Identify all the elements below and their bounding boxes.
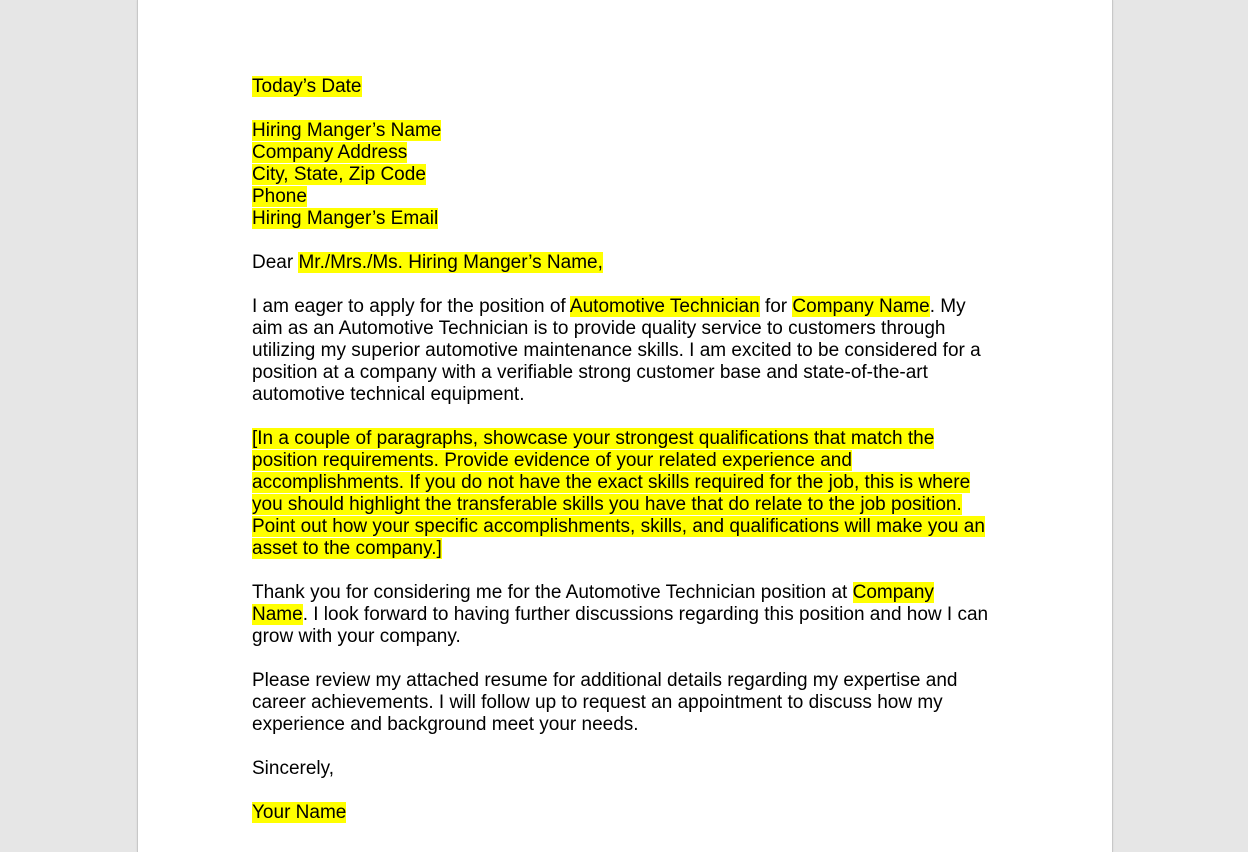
hiring-manager-name-placeholder: Hiring Manger’s Name [252, 120, 442, 141]
your-name-placeholder: Your Name [252, 802, 347, 823]
qualifications-line: you should highlight the transferable skills you have that do relate to the job position. [252, 494, 962, 515]
city-state-zip-placeholder: City, State, Zip Code [252, 164, 426, 185]
thanks-text: . I look forward to having further discussions regarding this position and how I can [302, 604, 989, 625]
intro-paragraph [252, 296, 1002, 406]
position-placeholder: Automotive Technician [569, 296, 760, 317]
qualifications-line: [In a couple of paragraphs, showcase your strongest qualifications that match the [252, 428, 935, 449]
closing [252, 758, 1002, 780]
intro-text: . My [929, 296, 966, 317]
thanks-text: Thank you for considering me for the Automotive Technician position at [252, 582, 853, 603]
company-name-placeholder: Company Name [792, 296, 930, 317]
thanks-line: grow with your company. [252, 626, 461, 647]
thanks-paragraph [252, 582, 1002, 648]
date-paragraph [252, 76, 1002, 98]
salutation-name-placeholder: Mr./Mrs./Ms. Hiring Manger’s Name, [298, 252, 603, 273]
date-placeholder: Today’s Date [252, 76, 362, 97]
closing-text: Sincerely, [252, 758, 335, 779]
qualifications-line: Point out how your specific accomplishments, skills, and qualifications will make you an [252, 516, 985, 537]
review-line: career achievements. I will follow up to request an appointment to discuss how my [252, 692, 943, 713]
hiring-manager-email-placeholder: Hiring Manger’s Email [252, 208, 439, 229]
document-page [137, 0, 1113, 852]
qualifications-paragraph [252, 428, 1002, 560]
recipient-block [252, 120, 1002, 230]
intro-line: automotive technical equipment. [252, 384, 525, 405]
review-line: experience and background meet your needs. [252, 714, 639, 735]
review-paragraph [252, 670, 1002, 736]
intro-text: I am eager to apply for the position of [252, 296, 570, 317]
letter-body[interactable] [252, 76, 1002, 846]
qualifications-line: asset to the company.] [252, 538, 442, 559]
salutation [252, 252, 1002, 274]
intro-text: for [759, 296, 793, 317]
intro-line: position at a company with a verifiable strong customer base and state-of-the-art [252, 362, 928, 383]
salutation-prefix: Dear [252, 252, 299, 273]
company-address-placeholder: Company Address [252, 142, 408, 163]
intro-line: aim as an Automotive Technician is to provide quality service to customers through [252, 318, 946, 339]
signature [252, 802, 1002, 824]
company-name-placeholder: Name [252, 604, 303, 625]
phone-placeholder: Phone [252, 186, 307, 207]
review-line: Please review my attached resume for additional details regarding my expertise and [252, 670, 958, 691]
qualifications-line: accomplishments. If you do not have the exact skills required for the job, this is where [252, 472, 971, 493]
company-name-placeholder: Company [852, 582, 934, 603]
qualifications-line: position requirements. Provide evidence of your related experience and [252, 450, 852, 471]
intro-line: utilizing my superior automotive maintenance skills. I am excited to be considered for a [252, 340, 981, 361]
